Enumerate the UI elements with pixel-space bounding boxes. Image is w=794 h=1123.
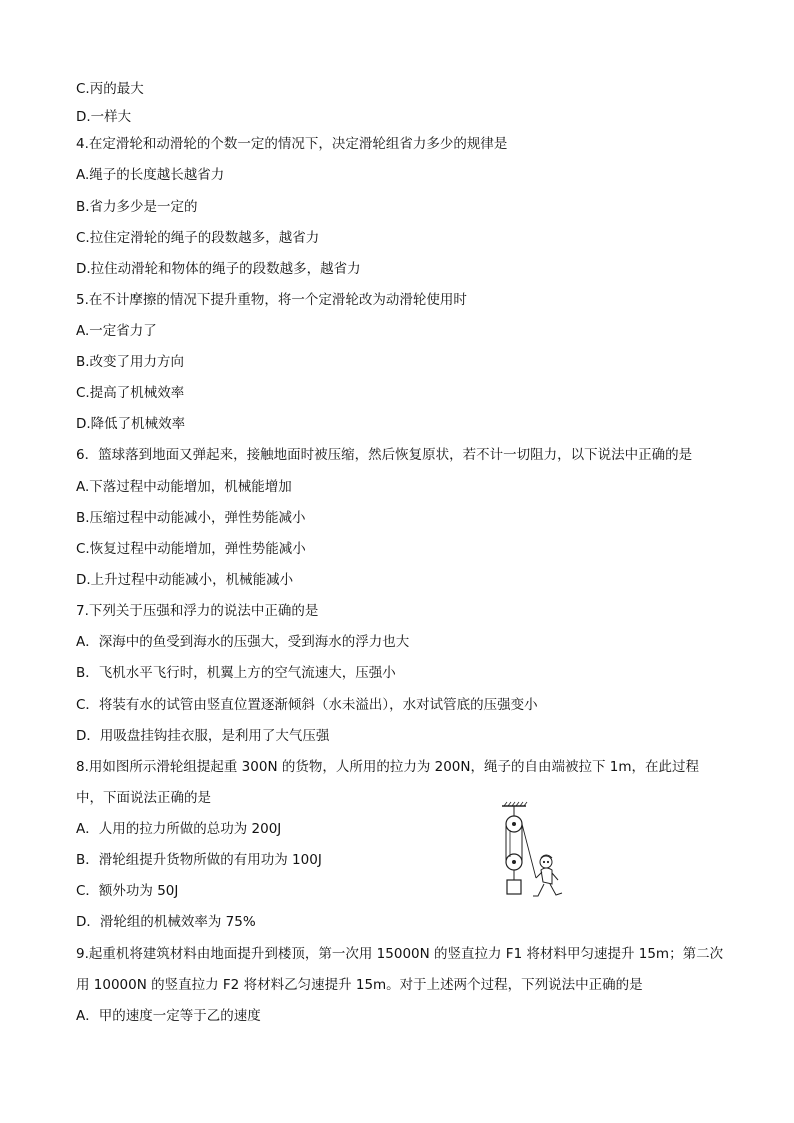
- option-6a: A.下落过程中动能增加，机械能增加: [76, 479, 292, 495]
- question-5: 5.在不计摩擦的情况下提升重物，将一个定滑轮改为动滑轮使用时: [76, 292, 467, 308]
- option-8c: C．额外功为 50J: [76, 883, 179, 899]
- question-8-cont: 中，下面说法正确的是: [76, 790, 211, 806]
- option-5c: C.提高了机械效率: [76, 385, 185, 401]
- option-8a: A．人用的拉力所做的总功为 200J: [76, 821, 282, 837]
- option-9a: A．甲的速度一定等于乙的速度: [76, 1008, 261, 1024]
- pulley-figure: [486, 800, 566, 904]
- option-3c: C.丙的最大: [76, 81, 144, 97]
- option-3d: D.一样大: [76, 109, 132, 125]
- movable-pulley-icon: [506, 854, 522, 870]
- option-5a: A.一定省力了: [76, 323, 157, 339]
- question-9-cont: 用 10000N 的竖直拉力 F2 将材料乙匀速提升 15m。对于上述两个过程，下列说法中正确的是: [76, 977, 643, 993]
- load-box-icon: [507, 880, 521, 894]
- option-5b: B.改变了用力方向: [76, 354, 185, 370]
- option-4c: C.拉住定滑轮的绳子的段数越多，越省力: [76, 230, 320, 246]
- fixed-pulley-icon: [506, 816, 522, 832]
- question-9: 9.起重机将建筑材料由地面提升到楼顶，第一次用 15000N 的竖直拉力 F1 将材料甲匀速提升 15m；第二次: [76, 946, 724, 962]
- question-4: 4.在定滑轮和动滑轮的个数一定的情况下，决定滑轮组省力多少的规律是: [76, 136, 508, 152]
- question-7: 7.下列关于压强和浮力的说法中正确的是: [76, 603, 319, 619]
- option-5d: D.降低了机械效率: [76, 416, 186, 432]
- option-7b: B．飞机水平飞行时，机翼上方的空气流速大，压强小: [76, 665, 396, 681]
- option-7c: C．将装有水的试管由竖直位置逐渐倾斜（水未溢出），水对试管底的压强变小: [76, 697, 538, 713]
- option-7d: D．用吸盘挂钩挂衣服，是利用了大气压强: [76, 728, 330, 744]
- option-8d: D．滑轮组的机械效率为 75%: [76, 914, 256, 930]
- option-6c: C.恢复过程中动能增加，弹性势能减小: [76, 541, 306, 557]
- option-4b: B.省力多少是一定的: [76, 199, 198, 215]
- question-8: 8.用如图所示滑轮组提起重 300N 的货物，人所用的拉力为 200N，绳子的自由端被拉下 1m，在此过程: [76, 759, 700, 775]
- option-8b: B．滑轮组提升货物所做的有用功为 100J: [76, 852, 322, 868]
- option-4d: D.拉住动滑轮和物体的绳子的段数越多，越省力: [76, 261, 361, 277]
- option-6d: D.上升过程中动能减小，机械能减小: [76, 572, 294, 588]
- question-6: 6．篮球落到地面又弹起来，接触地面时被压缩，然后恢复原状，若不计一切阻力，以下说法中正确的是: [76, 447, 693, 463]
- ceiling-icon: [502, 802, 527, 806]
- option-7a: A．深海中的鱼受到海水的压强大，受到海水的浮力也大: [76, 634, 410, 650]
- option-4a: A.绳子的长度越长越省力: [76, 167, 225, 183]
- person-pulling-icon: [533, 855, 562, 896]
- option-6b: B.压缩过程中动能减小，弹性势能减小: [76, 510, 306, 526]
